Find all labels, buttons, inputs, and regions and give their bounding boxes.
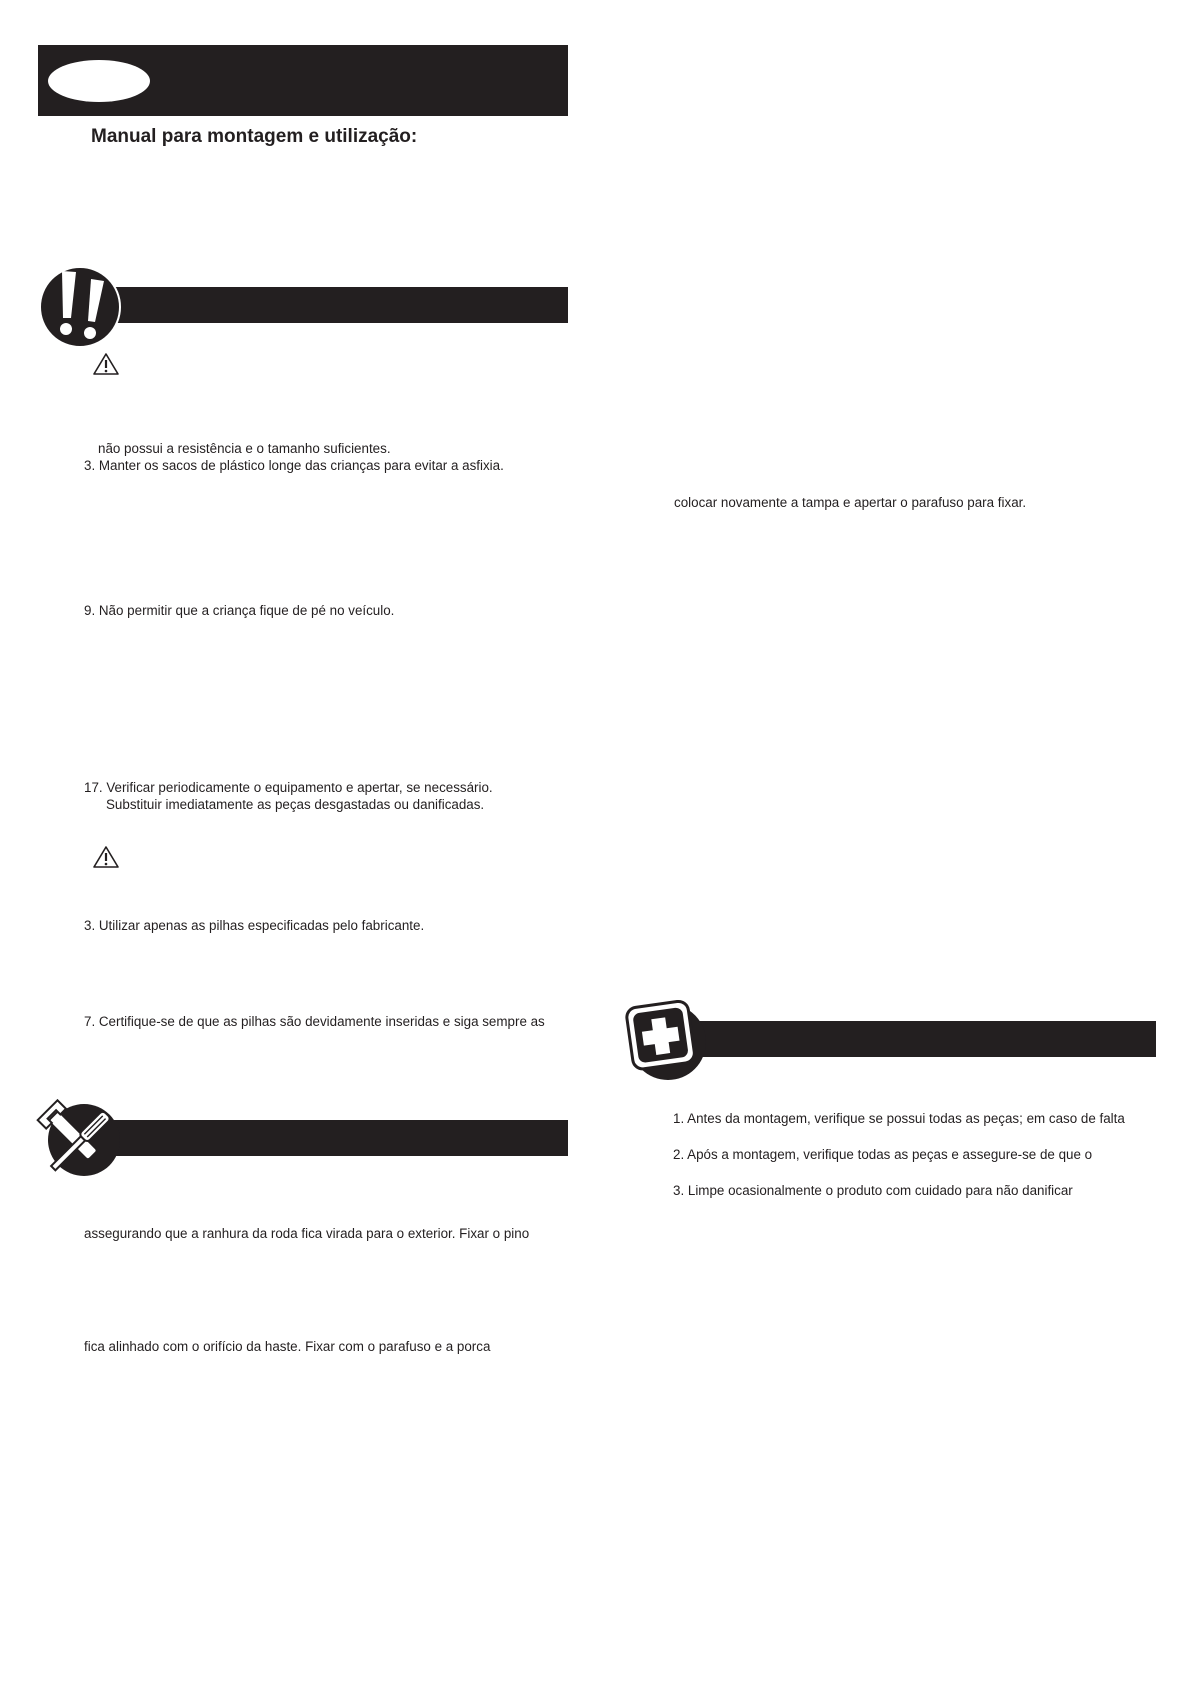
first-aid-cross-icon <box>622 998 710 1084</box>
assembly-line-align: fica alinhado com o orifício da haste. Fixar com o parafuso e a porca <box>84 1339 491 1354</box>
maintenance-section-bar <box>692 1021 1156 1057</box>
warnings-section-bar <box>100 287 568 323</box>
warning-item-9: 9. Não permitir que a criança fique de pé no veículo. <box>84 603 395 618</box>
page-title: Manual para montagem e utilização: <box>91 126 418 147</box>
warning-item-3: 3. Manter os sacos de plástico longe das crianças para evitar a asfixia. <box>84 458 504 473</box>
maintenance-item-3: 3. Limpe ocasionalmente o produto com cuidado para não danificar <box>673 1183 1073 1198</box>
maintenance-item-2: 2. Após a montagem, verifique todas as peças e assegure-se de que o <box>673 1147 1093 1162</box>
battery-item-3: 3. Utilizar apenas as pilhas especificadas pelo fabricante. <box>84 918 425 933</box>
assembly-line-wheel: assegurando que a ranhura da roda fica virada para o exterior. Fixar o pino <box>84 1226 530 1241</box>
language-oval-badge <box>48 60 150 102</box>
right-line-cover: colocar novamente a tampa e apertar o parafuso para fixar. <box>674 495 1027 510</box>
warning-item-17-line-1: 17. Verificar periodicamente o equipamento e apertar, se necessário. <box>84 780 493 795</box>
battery-item-7: 7. Certifique-se de que as pilhas são devidamente inseridas e siga sempre as <box>84 1014 545 1029</box>
maintenance-item-1: 1. Antes da montagem, verifique se possui todas as peças; em caso de falta <box>673 1111 1125 1126</box>
warning-triangle-icon <box>92 845 120 869</box>
assembly-section-bar <box>100 1120 568 1156</box>
double-exclamation-icon <box>38 265 122 349</box>
warning-triangle-icon <box>92 352 120 376</box>
wrench-screwdriver-icon <box>32 1096 124 1184</box>
warning-line-not-sufficient: não possui a resistência e o tamanho suficientes. <box>98 441 391 456</box>
warning-item-17-line-2: Substituir imediatamente as peças desgastadas ou danificadas. <box>106 797 485 812</box>
